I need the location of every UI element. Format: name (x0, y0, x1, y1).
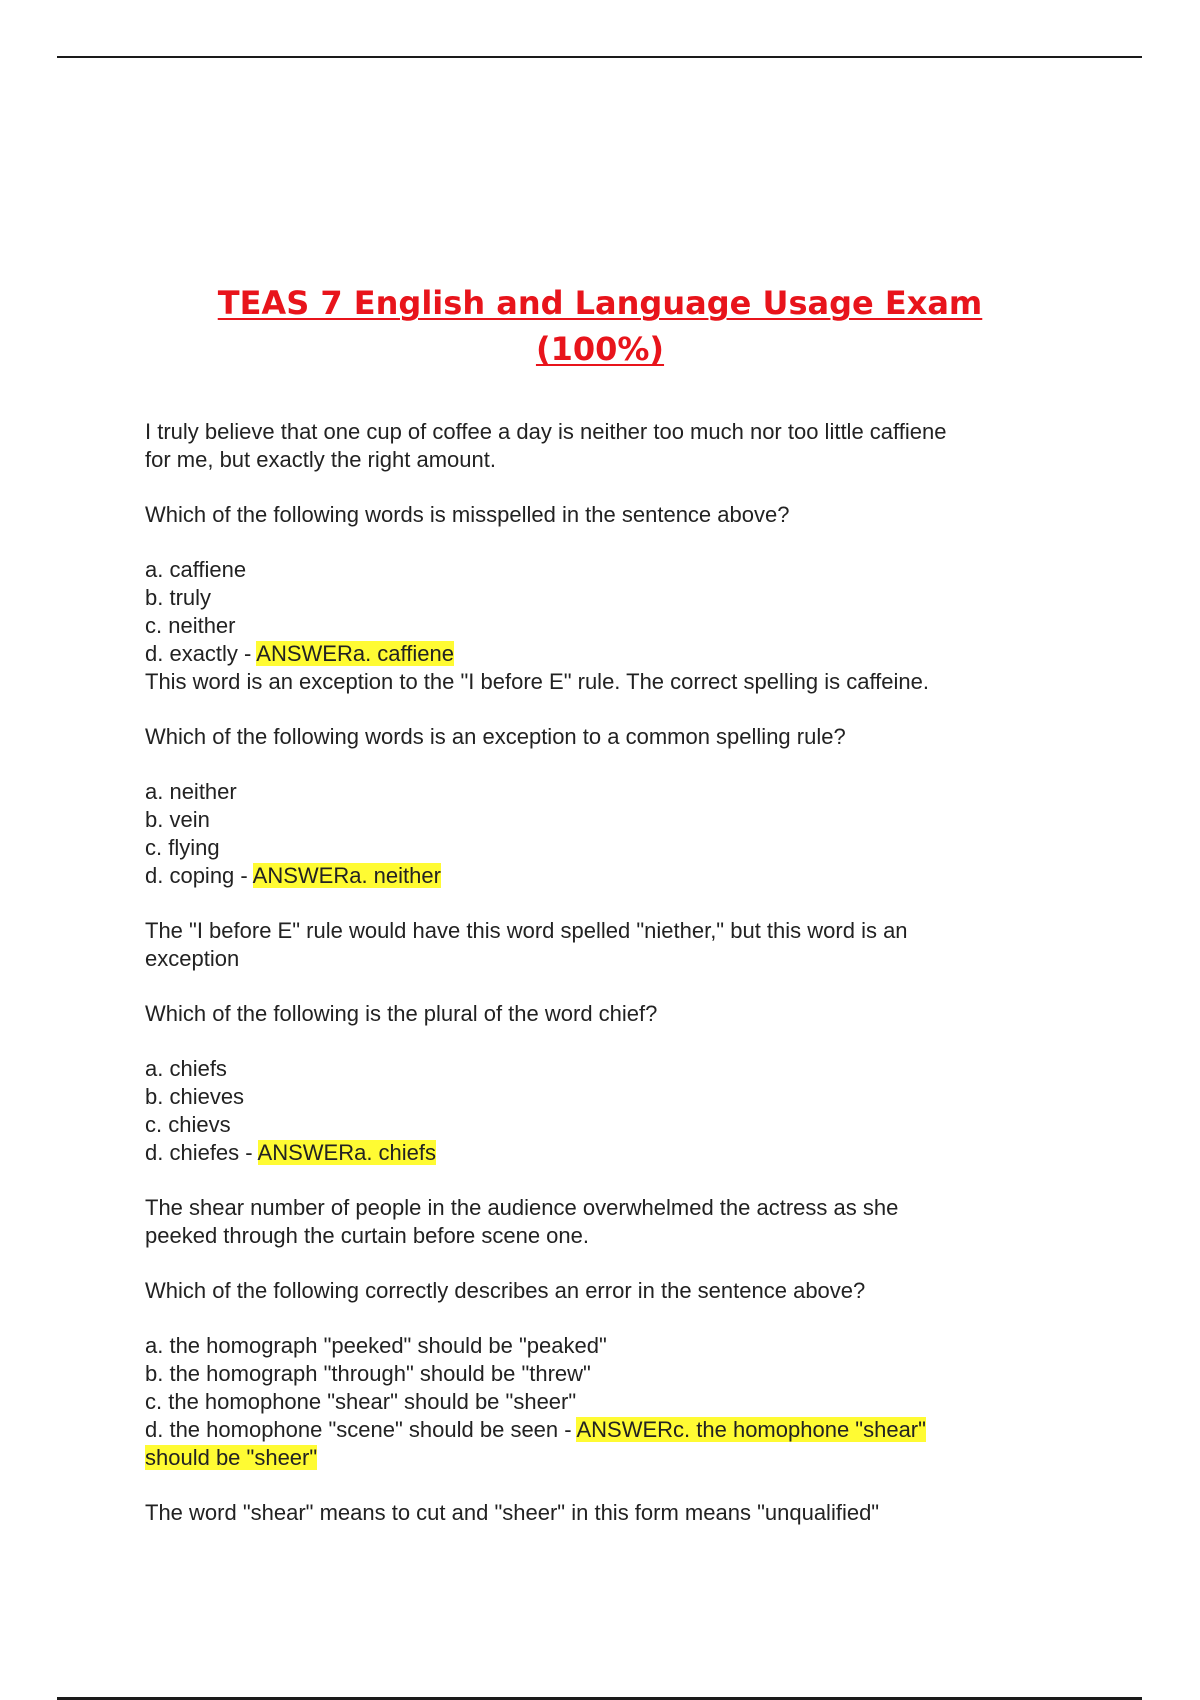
q4-option-d-line (145, 1416, 1045, 1444)
q3-answer-highlight: ANSWERa. chiefs (257, 1140, 437, 1165)
q2-option-b: b. vein (145, 807, 210, 832)
q4-passage-line-2: peeked through the curtain before scene one. (145, 1223, 589, 1248)
q2-answer-highlight: ANSWERa. neither (252, 863, 441, 888)
q1-option-c: c. neither (145, 613, 236, 638)
q4-question: Which of the following correctly describes an error in the sentence above? (145, 1278, 866, 1303)
document-title (150, 280, 1050, 372)
q2-option-c: c. flying (145, 835, 220, 860)
q1-question: Which of the following words is misspelled in the sentence above? (145, 502, 790, 527)
q2-explanation-line-1: The "I before E" rule would have this word spelled "niether," but this word is an (145, 918, 908, 943)
q3-option-d-line (145, 1139, 1045, 1167)
q4-option-a: a. the homograph "peeked" should be "peaked" (145, 1333, 607, 1358)
q2-option-a: a. neither (145, 779, 237, 804)
q1-option-a: a. caffiene (145, 557, 247, 582)
q4-option-c: c. the homophone "shear" should be "sheer" (145, 1389, 577, 1414)
top-rule (57, 56, 1142, 58)
q1-explanation: This word is an exception to the "I before E" rule. The correct spelling is caffeine. (145, 669, 929, 694)
q4-passage-line-1: The shear number of people in the audience overwhelmed the actress as she (145, 1195, 899, 1220)
q4-answer-highlight: ANSWERc. the homophone "shear" (576, 1417, 926, 1442)
q1-option-d-line (145, 640, 1045, 668)
q1-option-d: d. exactly - (145, 641, 257, 666)
q2-option-d-line (145, 862, 1045, 890)
q3-option-c: c. chievs (145, 1112, 231, 1137)
document-body (145, 418, 1045, 1527)
q3-option-a: a. chiefs (145, 1056, 227, 1081)
q4-explanation: The word "shear" means to cut and "sheer" in this form means "unqualified" (145, 1500, 880, 1525)
q2-option-d: d. coping - (145, 863, 253, 888)
q3-option-b: b. chieves (145, 1084, 245, 1109)
q1-option-b: b. truly (145, 585, 212, 610)
q1-passage-line-2: for me, but exactly the right amount. (145, 447, 496, 472)
q4-option-b: b. the homograph "through" should be "threw" (145, 1361, 591, 1386)
q4-answer-highlight-2: should be "sheer" (145, 1445, 318, 1470)
q1-answer-highlight: ANSWERa. caffiene (256, 641, 454, 666)
q3-option-d: d. chiefes - (145, 1140, 258, 1165)
q2-question: Which of the following words is an exception to a common spelling rule? (145, 724, 846, 749)
q3-question: Which of the following is the plural of the word chief? (145, 1001, 658, 1026)
q4-answer-line-2 (145, 1444, 1045, 1472)
title-line-1: TEAS 7 English and Language Usage Exam (217, 284, 983, 322)
q4-option-d: d. the homophone "scene" should be seen - (145, 1417, 577, 1442)
q1-passage-line-1: I truly believe that one cup of coffee a day is neither too much nor too little caffiene (145, 419, 947, 444)
title-line-2: (100%) (535, 330, 665, 368)
q2-explanation-line-2: exception (145, 946, 240, 971)
